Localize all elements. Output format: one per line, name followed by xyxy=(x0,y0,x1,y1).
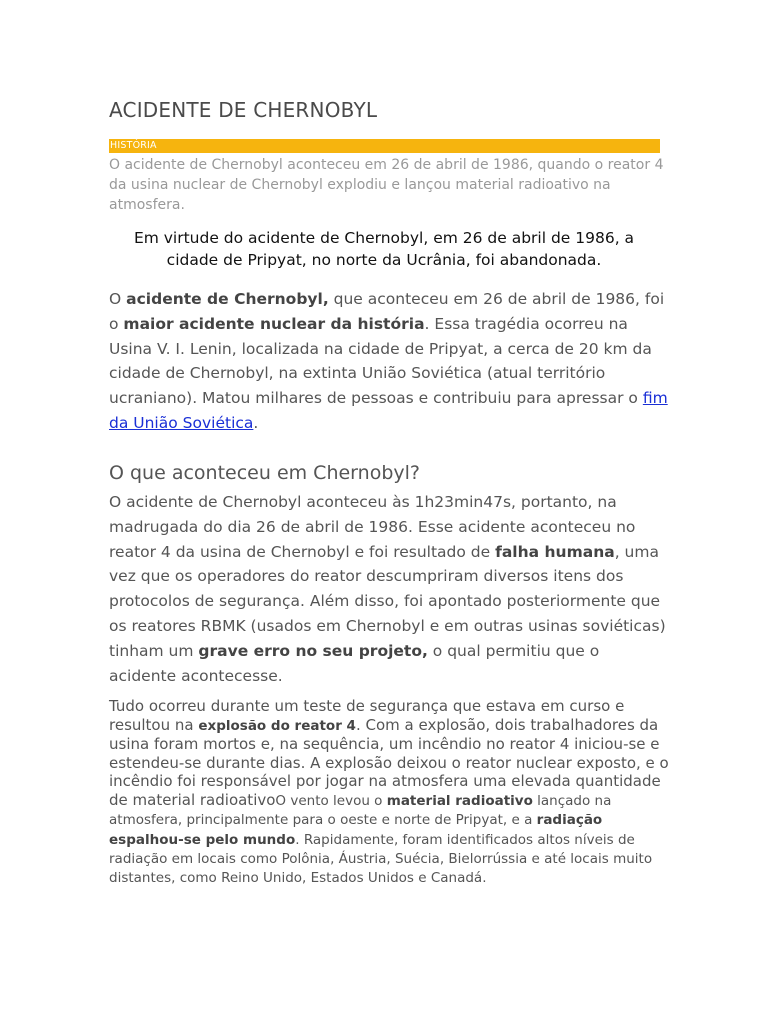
section1-text-3: o qual permitiu que o acidente acontecesse. xyxy=(109,641,600,685)
section-paragraph-1 xyxy=(109,490,669,688)
article-lead: O acidente de Chernobyl aconteceu em 26 de abril de 1986, quando o reator 4 da usina nuclear de Chernobyl explodiu e lançou material radioativo na atmosfera. xyxy=(109,157,664,213)
intro-paragraph xyxy=(109,287,669,436)
section2-text-5: . Rapidamente, foram identificados altos níveis de radiação em locais como Polônia, Áustria, Suécia, Bielorrússia e até locais muito distantes, como Reino Unido, Estados Unidos e Canadá. xyxy=(109,831,653,886)
intro-text-3: . Essa tragédia ocorreu na Usina V. I. Lenin, localizada na cidade de Pripyat, a cerca de 20 km da cidade de Chernobyl, na extinta União Soviética (atual território ucraniano). Matou milhares de pessoas e contribuiu para apressar o xyxy=(109,314,652,408)
section2-bold-3: radiação espalhou-se pelo mundo xyxy=(109,812,603,848)
section2-text-4: lançado na atmosfera, principalmente para o oeste e norte de Pripyat, e a xyxy=(109,792,612,828)
section2-text-3: O vento levou o xyxy=(275,792,387,809)
section1-bold-2: grave erro no seu projeto, xyxy=(198,641,428,660)
intro-bold-2: maior acidente nuclear da história xyxy=(123,314,425,333)
image-caption: Em virtude do acidente de Chernobyl, em 26 de abril de 1986, a cidade de Pripyat, no norte da Ucrânia, foi abandonada. xyxy=(133,229,635,269)
intro-text-4: . xyxy=(253,413,259,432)
section2-bold-1: explosão do reator 4 xyxy=(198,717,356,734)
intro-text-1: O xyxy=(109,290,127,308)
intro-bold-1: acidente de Chernobyl, xyxy=(126,290,329,308)
section1-text-1: O acidente de Chernobyl aconteceu às 1h23min47s, portanto, na madrugada do dia 26 de abril de 1986. Esse acidente aconteceu no reator 4 da usina de Chernobyl e foi resultado de xyxy=(109,493,636,561)
section1-text-2: , uma vez que os operadores do reator descumpriram diversos itens dos protocolos de segurança. Além disso, foi apontado posteriormente que os reatores RBMK (usados em Chernobyl e em outras usinas soviéticas) tinham um xyxy=(109,542,666,660)
article-title: ACIDENTE DE CHERNOBYL xyxy=(109,98,378,122)
intro-text-2: que aconteceu em 26 de abril de 1986, foi o xyxy=(109,290,665,333)
category-label: HISTÓRIA xyxy=(110,140,157,151)
section2-bold-2: material radioativo xyxy=(386,792,533,809)
section-heading: O que aconteceu em Chernobyl? xyxy=(109,462,420,484)
section2-text-2: . Com a explosão, dois trabalhadores da usina foram mortos e, na sequência, um incêndio no reator 4 iniciou-se e estendeu-se durante dias. A explosão deixou o reator nuclear exposto, e o incêndio foi responsável por jogar na atmosfera uma elevada quantidade de material radioativo xyxy=(109,715,669,809)
category-bar xyxy=(109,139,660,153)
fim-uniao-sovietica-link[interactable]: fim da União Soviética xyxy=(109,389,668,432)
section2-text-1: Tudo ocorreu durante um teste de segurança que estava em curso e resultou na xyxy=(109,697,625,734)
section-paragraph-2 xyxy=(109,697,669,886)
section1-bold-1: falha humana xyxy=(495,542,615,561)
